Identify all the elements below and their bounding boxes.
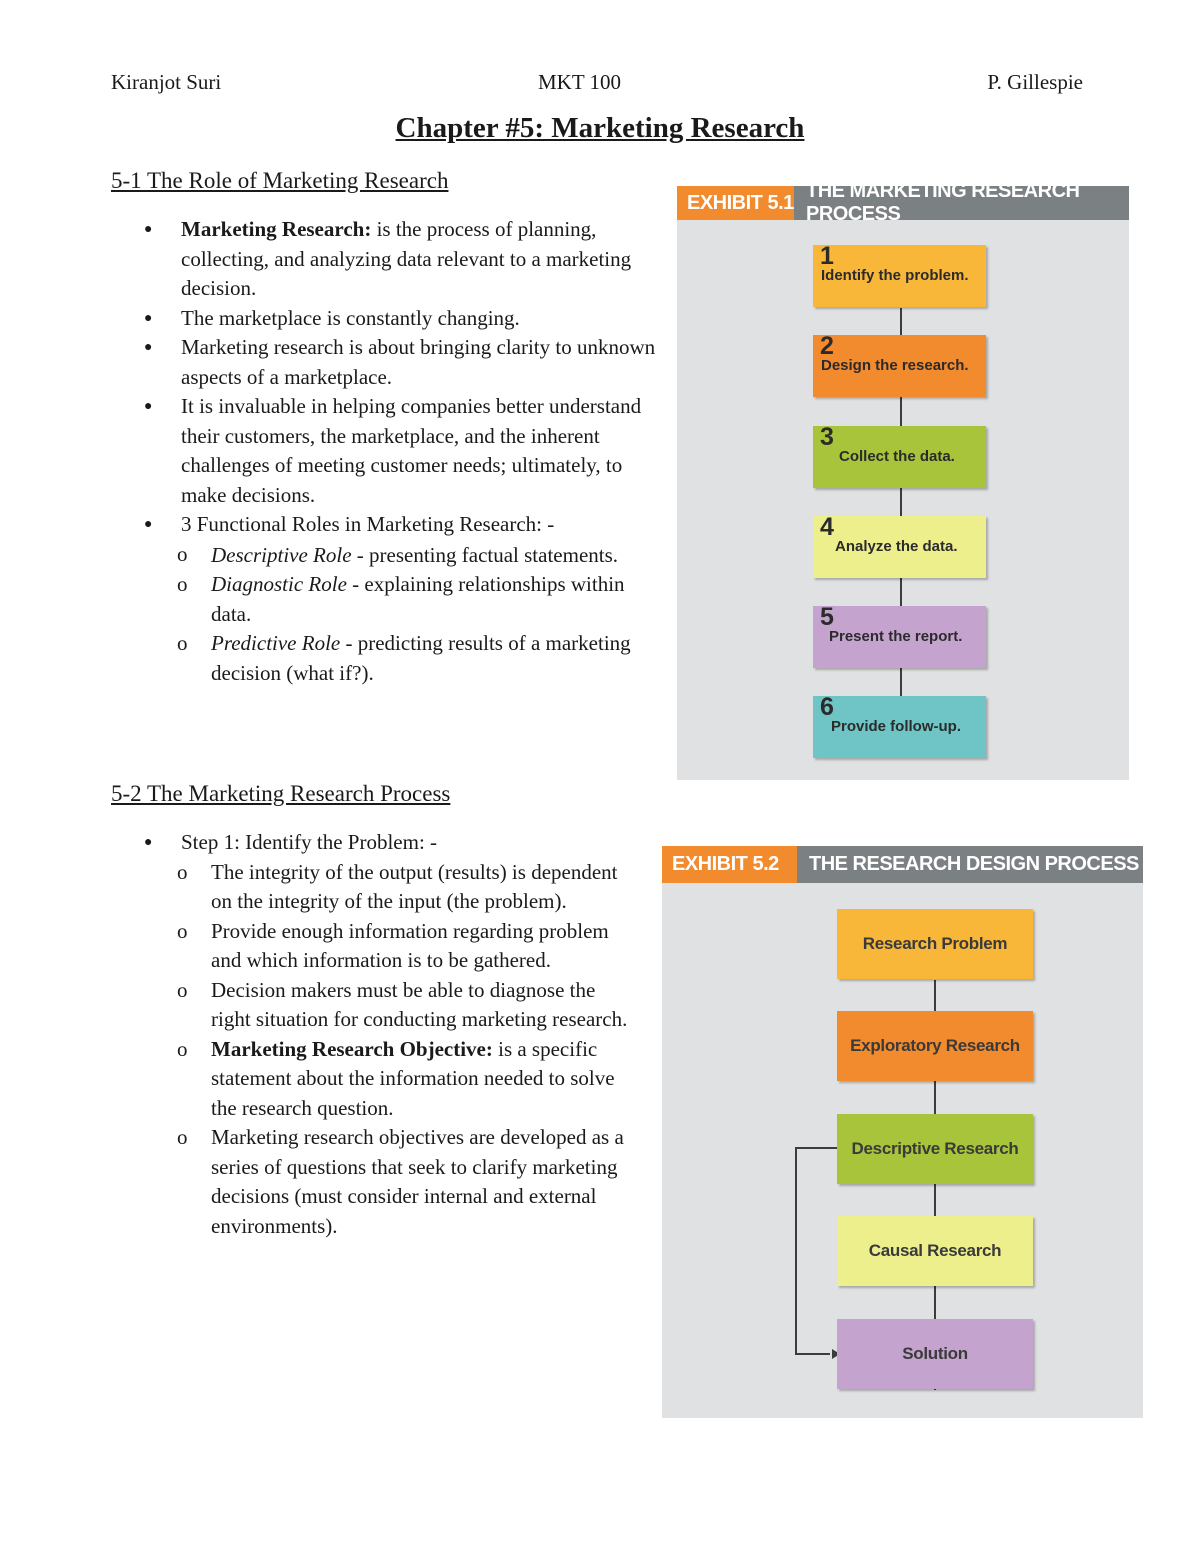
- role-name: Descriptive Role: [211, 542, 352, 567]
- header-author: Kiranjot Suri: [111, 70, 222, 94]
- list-item: [140, 304, 660, 334]
- design-box-research-problem: Research Problem: [837, 909, 1033, 979]
- sub-list-item: [140, 629, 660, 688]
- design-box-solution: Solution: [837, 1319, 1033, 1389]
- section-5-2-bullets: [140, 828, 640, 1241]
- sub-list-item: [140, 1035, 640, 1124]
- process-step-6: [813, 693, 986, 758]
- list-item-text: It is invaluable in helping companies better understand their customers, the marketplace, and the inherent challenges of meeting customer needs; ultimately, to make decisions.: [181, 394, 642, 507]
- sub-list-item-text: Decision makers must be able to diagnose the right situation for conducting marketing research.: [211, 977, 628, 1031]
- section-5-1-bullets: [140, 215, 660, 688]
- step-number: 2: [820, 332, 834, 360]
- step1-sublist: [140, 858, 640, 1242]
- sub-list-item: [140, 976, 640, 1035]
- term-marketing-research: Marketing Research:: [181, 217, 372, 241]
- step-number: 4: [820, 513, 834, 541]
- sub-list-item-text: Marketing research objectives are developed as a series of questions that seek to clarify marketing decisions (must consider internal and external environments).: [211, 1125, 624, 1238]
- process-step-4: [813, 513, 986, 578]
- process-step-1: [813, 242, 986, 307]
- header-course: MKT 100: [538, 70, 622, 94]
- list-item-text: Marketing research is about bringing clarity to unknown aspects of a marketplace.: [181, 335, 656, 389]
- exhibit-5-1-figure: [677, 180, 1129, 780]
- step-number: 1: [820, 242, 834, 270]
- sub-list-item-text: - explaining relationships within data.: [211, 572, 625, 626]
- list-item: [140, 333, 660, 392]
- sub-list-item-text: - presenting factual statements.: [351, 542, 619, 567]
- process-step-2: [813, 332, 986, 397]
- list-item-text: Step 1: Identify the Problem: -: [181, 830, 438, 854]
- section-heading-5-1: 5-1 The Role of Marketing Research: [111, 168, 449, 193]
- list-item-text: 3 Functional Roles in Marketing Research: -: [181, 512, 555, 536]
- step-number: 5: [820, 603, 834, 631]
- step-number: 6: [820, 693, 834, 721]
- list-item: [140, 215, 660, 304]
- step-label: Design the research.: [821, 357, 969, 374]
- sub-list-item: [140, 1123, 640, 1241]
- sub-list-item: [140, 917, 640, 976]
- list-item-text: The marketplace is constantly changing.: [181, 305, 520, 330]
- section-heading-5-2: 5-2 The Marketing Research Process: [111, 781, 451, 806]
- design-box-causal-research: Causal Research: [837, 1216, 1033, 1286]
- term-research-objective: Marketing Research Objective:: [211, 1036, 493, 1061]
- step-number: 3: [820, 423, 834, 451]
- process-step-5: [813, 603, 986, 668]
- role-name: Predictive Role: [211, 631, 341, 655]
- sub-list-item-text: The integrity of the output (results) is dependent on the integrity of the input (the problem).: [211, 859, 618, 913]
- sub-list-item: [140, 858, 640, 917]
- exhibit-title: THE RESEARCH DESIGN PROCESS: [797, 846, 1143, 883]
- exhibit-5-1-header: [677, 180, 1129, 225]
- design-box-exploratory-research: Exploratory Research: [837, 1011, 1033, 1081]
- roles-sublist: [140, 540, 660, 689]
- exhibit-title: THE MARKETING RESEARCH PROCESS: [794, 186, 1129, 220]
- step-label: Provide follow-up.: [831, 718, 961, 735]
- process-step-3: [813, 423, 986, 488]
- list-item-text: is the process of planning, collecting, and analyzing data relevant to a marketing decision.: [181, 217, 632, 300]
- sub-list-item: [140, 570, 660, 629]
- sub-list-item-text: is a specific statement about the information needed to solve the research question.: [211, 1036, 615, 1120]
- sub-list-item: [140, 540, 660, 571]
- step-label: Analyze the data.: [835, 538, 958, 555]
- header-instructor: P. Gillespie: [987, 70, 1083, 94]
- sub-list-item-text: - predicting results of a marketing decision (what if?).: [211, 631, 631, 685]
- list-item: [140, 510, 660, 688]
- step-label: Collect the data.: [839, 448, 955, 465]
- exhibit-number: EXHIBIT 5.2: [662, 846, 797, 883]
- step-label: Present the report.: [829, 628, 963, 645]
- step-label: Identify the problem.: [821, 267, 969, 284]
- role-name: Diagnostic Role: [211, 572, 347, 596]
- list-item: [140, 828, 640, 1241]
- exhibit-number: EXHIBIT 5.1: [677, 186, 794, 220]
- page-title: Chapter #5: Marketing Research: [395, 112, 805, 144]
- sub-list-item-text: Provide enough information regarding problem and which information is to be gathered.: [211, 918, 609, 972]
- design-box-descriptive-research: Descriptive Research: [837, 1114, 1033, 1184]
- list-item: [140, 392, 660, 510]
- exhibit-5-2-figure: [662, 846, 1143, 1418]
